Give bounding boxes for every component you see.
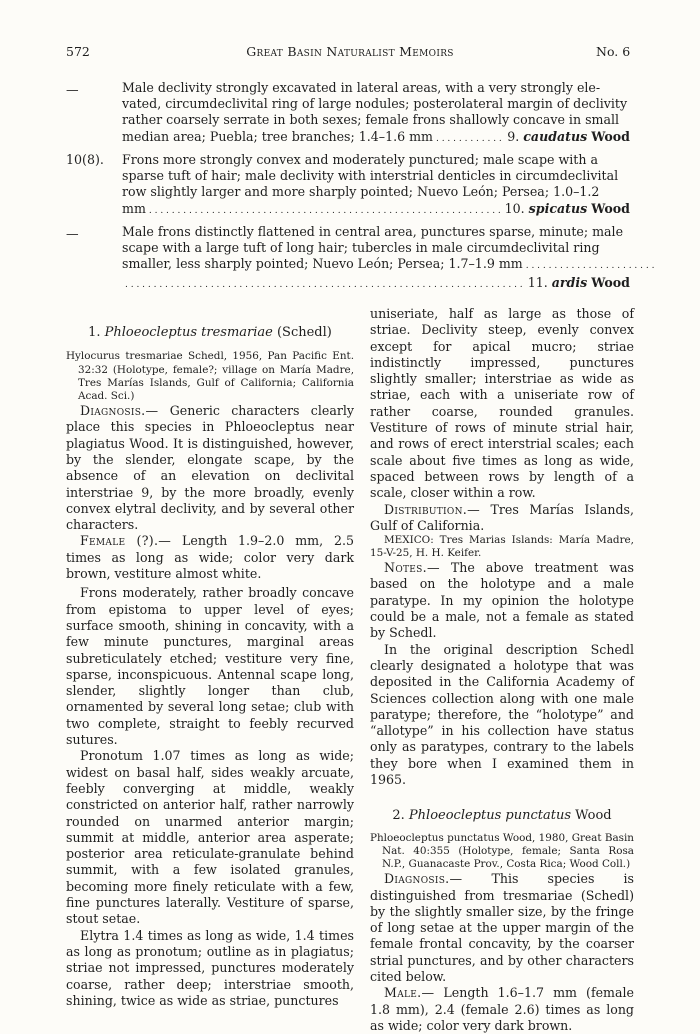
key-line: Male declivity strongly excavated in lateral areas, with a very strongly ele- (122, 80, 601, 95)
key-number: 10(8). (66, 152, 104, 167)
key-number: — (66, 226, 79, 241)
key-line: Frons more strongly convex and moderately punctured; male scape with a (122, 152, 598, 167)
journal-title: Great Basin Naturalist Memoirs (246, 44, 454, 59)
citation: Hylocurus tresmariae Schedl, 1956, Pan Pacific Ent. 32:32 (Holotype, female?; village on María Madre, Tres Marías Islands, Gulf of California; California Acad. Sci.) (66, 350, 354, 402)
leader-dots (526, 256, 656, 274)
key-final-line (122, 275, 630, 293)
notes-paragraph: Notes.— The above treatment was based on the holotype and a male paratype. In my opinion the holotype could be a male, not a female as stated by Schedl. (370, 560, 634, 641)
key-line: median area; Puebla; tree branches; 1.4–1.6 mm (122, 128, 433, 144)
leader-dots (149, 201, 502, 219)
elytra-continued: uniseriate, half as large as those of striae. Declivity steep, evenly convex except for apical mucro; striae indistinctly impressed, punctures slightly smaller; interstriae as wide as striae, each with a uniseriate row of rather coarse, rounded granules. Vestiture of rows of minute strial hair, and rows of erect interstrial scales; each scale about five times as long as wide, spaced between rows by length of a scale, closer within a row. (370, 306, 634, 501)
key-entry-9 (122, 80, 630, 147)
key-line: vated, circumdeclivital ring of large nodules; posterolateral margin of declivity (122, 96, 628, 112)
key-result: 9. caudatus Wood (507, 128, 630, 144)
key-final-line (122, 201, 630, 219)
right-column (370, 306, 634, 1034)
key-final-line (122, 129, 630, 147)
left-column (66, 325, 354, 1009)
female-paragraph: Female (?).— Length 1.9–2.0 mm, 2.5 times as long as wide; color very dark brown, vestiture almost white. (66, 533, 354, 582)
key-line: row slightly larger and more sharply pointed; Nuevo León; Persea; 1.0–1.2 (122, 184, 600, 200)
pronotum-paragraph: Pronotum 1.07 times as long as wide; widest on basal half, sides weakly arcuate, feebly converging at middle, weakly constricted on anterior half, rather narrowly rounded on unarmed anterior margin; summit at middle, anterior area asperate; posterior area reticulate-granulate behind summit, with a few isolated granules, becoming more finely reticulate with a few, fine punctures laterally. Vestiture of sparse, stout setae. (66, 748, 354, 927)
key-line: scape with a large tuft of long hair; tubercles in male circumdeclivital ring (122, 240, 600, 256)
notes-paragraph-2: In the original description Schedl clearly designated a holotype that was deposited in the California Academy of Sciences collection along with one male paratype; therefore, the “holotype” and “allotype” in his collection have status only as paratypes, contrary to the labels they bore when I examined them in 1965. (370, 641, 634, 788)
leader-dots (125, 275, 525, 293)
frons-paragraph: Frons moderately, rather broadly concave from epistoma to upper level of eyes; surface smooth, shining in concavity, with a few minute punctures, marginal areas subreticulately etched; vestiture very fine, sparse, inconspicuous. Antennal scape long, slender, slightly longer than club, ornamented by several long setae; club with two complete, straight to feebly recurved sutures. (66, 585, 354, 748)
distribution-paragraph: Distribution.— Tres Marías Islands, Gulf of California. (370, 501, 634, 533)
key-entry-11 (122, 224, 630, 293)
page-number: 572 (66, 44, 90, 59)
citation: Phloeocleptus punctatus Wood, 1980, Great Basin Nat. 40:355 (Holotype, female; Santa Rosa N.P., Guanacaste Prov., Costa Rica; Wood Coll.) (370, 831, 634, 871)
species-heading: 2. Phloeocleptus punctatus Wood (392, 808, 612, 824)
key-line-with-dots: smaller, less sharply pointed; Nuevo León; Persea; 1.7–1.9 mm . . . (122, 256, 630, 274)
species-heading: 1. Phloeocleptus tresmariae (Schedl) (88, 325, 332, 340)
key-result: 10. spicatus Wood (504, 200, 630, 216)
key-entry-10 (122, 152, 630, 219)
male-paragraph: Male.— Length 1.6–1.7 mm (female 1.8 mm), 2.4 (female 2.6) times as long as wide; color very dark brown. (370, 985, 634, 1033)
leader-dots (436, 129, 504, 147)
key-line: sparse tuft of hair; male declivity with interstrial denticles in circumdeclivital (122, 168, 619, 184)
key-line: rather coarsely serrate in both sexes; female frons shallowly concave in small (122, 112, 620, 128)
issue-number: No. 6 (596, 44, 631, 59)
specimen-record: MEXICO: Tres Marias Islands: María Madre, 15-V-25, H. H. Keifer. (370, 534, 634, 560)
diagnosis-paragraph: Diagnosis.— Generic characters clearly place this species in Phloeocleptus near plagiatus Wood. It is distinguished, however, by the slender, elongate scape, by the absence of an elevation on declivital interstriae 9, by the more broadly, evenly convex elytral declivity, and by several other characters. (66, 403, 354, 533)
key-result: 11. ardis Wood (527, 274, 630, 290)
elytra-paragraph: Elytra 1.4 times as long as wide, 1.4 times as long as pronotum; outline as in plagiatus; striae not impressed, punctures moderately coarse, rather deep; interstriae smooth, shining, twice as wide as striae, punctures (66, 927, 354, 1008)
diagnosis-paragraph: Diagnosis.— This species is distinguished from tresmariae (Schedl) by the slightly smaller size, by the fringe of long setae at the upper margin of the female frontal concavity, by the coarser strial punctures, and by other characters cited below. (370, 871, 634, 984)
key-line: Male frons distinctly flattened in central area, punctures sparse, minute; male (122, 224, 624, 239)
key-line: mm (122, 200, 146, 216)
key-number: — (66, 82, 79, 97)
